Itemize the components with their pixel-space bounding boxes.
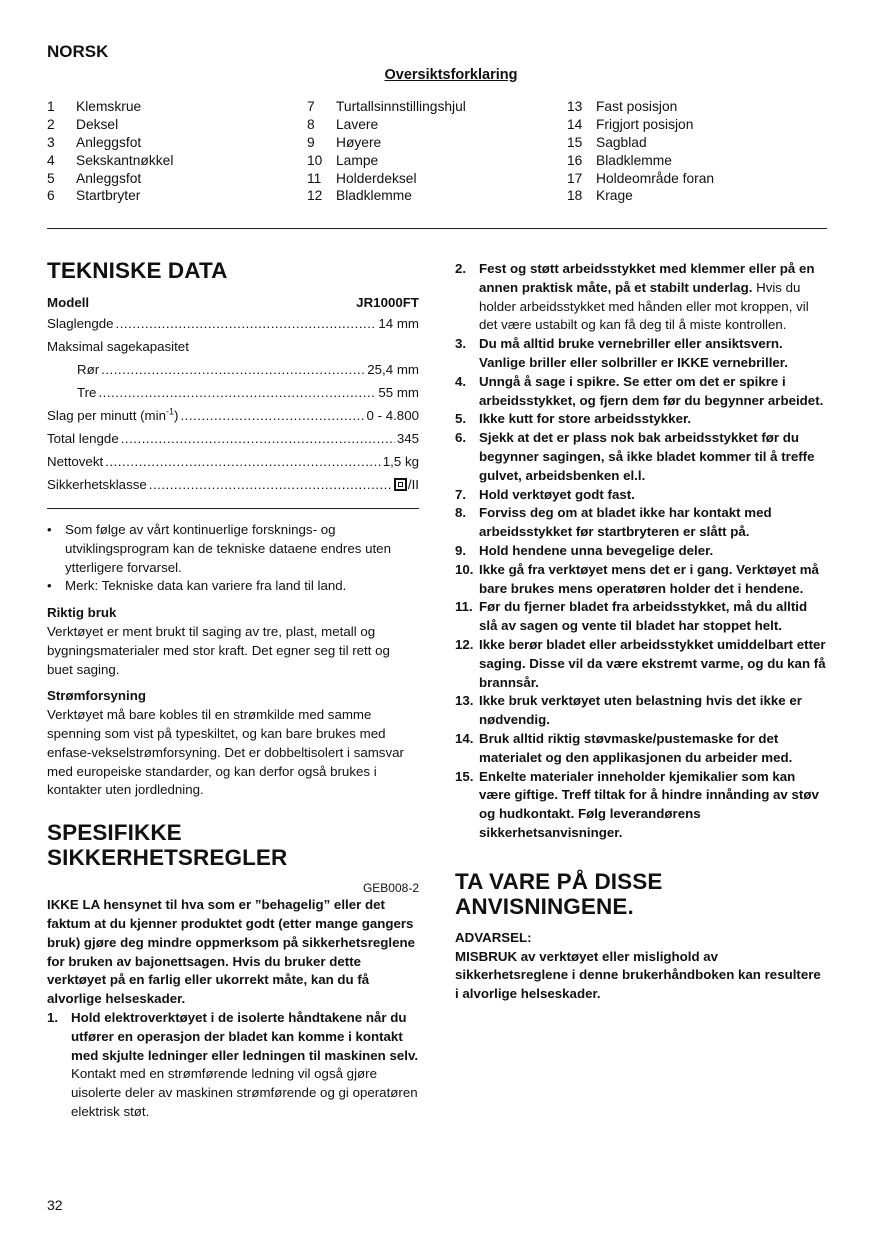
spec-value: 14 mm <box>378 316 419 331</box>
dot-leader <box>98 381 376 404</box>
rule-number: 15. <box>455 768 474 784</box>
parts-number: 1 <box>47 99 55 114</box>
rule-bold-text: Fest og støtt arbeidsstykket med klemmer eller på en annen praktisk måte, på et stabilt underlag. <box>479 261 815 295</box>
parts-label: Bladklemme <box>336 188 412 204</box>
intended-use-text: Verktøyet er ment brukt til saging av tre, plast, metall og bygningsmaterialer med stor kraft. Det egner seg til rett og buet saging. <box>47 623 390 677</box>
rule-text: Enkelte materialer inneholder kjemikalier som kan være giftige. Treff tiltak for å hindre innånding av støv og hudkontakt. Følg leverandørens sikkerhetsanvisninger. <box>479 768 819 840</box>
parts-number: 10 <box>307 152 323 168</box>
parts-label: Lavere <box>336 116 379 132</box>
safety-rule <box>455 260 827 335</box>
parts-label: Turtallsinnstillingshjul <box>336 99 466 114</box>
parts-number: 9 <box>307 134 315 150</box>
warning-title: ADVARSEL: <box>455 929 532 945</box>
rule-text: Før du fjerner bladet fra arbeidsstykket, må du alltid slå av sagen og vente til bladet har stoppet helt. <box>479 599 808 634</box>
safety-rule <box>455 504 827 542</box>
spec-row-wood <box>47 381 419 404</box>
rule-text: Ikke bruk verktøyet uten belastning hvis det ikke er nødvendig. <box>479 693 802 728</box>
parts-label: Høyere <box>336 134 382 150</box>
left-column <box>47 258 419 1122</box>
parts-item <box>47 134 307 152</box>
parts-item <box>567 134 827 152</box>
dot-leader <box>180 404 364 427</box>
rule-number: 12. <box>455 636 474 652</box>
parts-item <box>567 98 827 116</box>
rule-text <box>479 260 827 335</box>
parts-label: Holdeområde foran <box>596 170 715 186</box>
spec-label-text: Slag per minutt (min <box>47 408 166 423</box>
parts-item <box>567 187 827 205</box>
right-column <box>455 260 827 1004</box>
safety-rule <box>455 410 827 429</box>
keep-heading-line2: ANVISNINGENE. <box>455 893 634 919</box>
spec-divider <box>47 508 419 509</box>
parts-item <box>307 170 567 188</box>
parts-column-1 <box>47 98 307 205</box>
overview-title: Oversiktsforklaring <box>384 67 518 83</box>
parts-label: Deksel <box>76 116 119 132</box>
dot-leader <box>149 473 392 496</box>
spec-label: Nettovekt <box>47 454 104 469</box>
rule-text: Bruk alltid riktig støvmaske/pustemaske for det materialet og den applikasjonen du arbeider med. <box>479 730 793 765</box>
parts-item <box>47 170 307 188</box>
parts-item <box>307 134 567 152</box>
rule-text: Forviss deg om at bladet ikke har kontakt med arbeidsstykket før startbryteren er slått på. <box>479 505 772 540</box>
power-supply-heading: Strømforsyning <box>47 688 146 704</box>
rule-number: 10. <box>455 561 474 577</box>
parts-number: 8 <box>307 116 315 132</box>
spec-value: 345 <box>396 431 419 446</box>
safety-heading-line2: SIKKERHETSREGLER <box>47 845 288 871</box>
intended-use-heading: Riktig bruk <box>47 605 117 621</box>
rule-text: Hold verktøyet godt fast. <box>479 486 635 502</box>
safety-heading <box>47 820 419 870</box>
parts-number: 7 <box>307 99 315 114</box>
safety-rule <box>455 373 827 411</box>
parts-label: Anleggsfot <box>76 134 142 150</box>
parts-number: 18 <box>567 188 583 204</box>
spec-label-close: ) <box>174 408 179 423</box>
rule-number: 7. <box>455 486 467 502</box>
top-divider <box>47 228 827 229</box>
power-supply-text: Verktøyet må bare kobles til en strømkilde med samme spenning som vist på typeskiltet, og kan bare brukes med enfase-vekselstrømforsyning. Det er dobbeltisolert i samsvar med europeiske standarder, og kan derfor også brukes i kontakter uten jordledning. <box>47 707 404 798</box>
tech-data-heading: TEKNISKE DATA <box>47 258 228 283</box>
safety-rule <box>455 768 827 843</box>
bullet-icon: • <box>47 578 52 594</box>
rule-number: 13. <box>455 693 474 709</box>
spec-label: Total lengde <box>47 431 119 446</box>
superscript: -1 <box>165 406 174 417</box>
parts-label: Anleggsfot <box>76 170 142 186</box>
bullet-text: Som følge av vårt kontinuerlige forsknings- og utviklingsprogram kan de tekniske dataene endres uten ytterligere forvarsel. <box>65 522 391 575</box>
spec-row-weight <box>47 450 419 473</box>
spec-row-class <box>47 473 419 496</box>
rule-number: 4. <box>455 373 467 389</box>
parts-label: Sagblad <box>596 134 647 150</box>
safety-heading-line1: SPESIFIKKE <box>47 820 182 846</box>
safety-rule <box>455 542 827 561</box>
parts-number: 14 <box>567 116 583 132</box>
rule-normal-text: Hvis du holder arbeidsstykket med hånden eller mot kroppen, vil det være ustabilt og kan få deg til å miste kontrollen. <box>479 279 809 333</box>
rule-number: 3. <box>455 336 467 352</box>
rule-number: 9. <box>455 542 467 558</box>
parts-number: 4 <box>47 152 55 168</box>
parts-item <box>47 116 307 134</box>
rule-text <box>71 1009 419 1122</box>
parts-label: Bladklemme <box>596 152 672 168</box>
bullet-icon: • <box>47 522 52 537</box>
parts-item <box>307 116 567 134</box>
parts-item <box>567 170 827 188</box>
keep-instructions-heading <box>455 869 827 919</box>
parts-label: Lampe <box>336 152 379 168</box>
safety-intro: IKKE LA hensynet til hva som er ”behagelig” eller det faktum at du kjenner produktet godt (etter mange gangers bruk) gjøre deg mindre oppmerksom på sikkerhetsreglene for bruken av bajonettsagen. Hvis du bruker dette verktøyet på en farlig eller ukorrekt måte, kan du få alvorlige helseskader. <box>47 897 415 1007</box>
keep-heading-line1: TA VARE PÅ DISSE <box>455 868 663 894</box>
rule-text: Ikke berør bladet eller arbeidsstykket umiddelbart etter saging. Disse vil da være ekstremt varme, og du kan få brannsår. <box>479 636 826 690</box>
spec-row-spm <box>47 404 419 427</box>
parts-number: 13 <box>567 99 583 114</box>
parts-label: Frigjort posisjon <box>596 116 694 132</box>
parts-number: 12 <box>307 188 323 204</box>
bullet-item <box>47 521 419 577</box>
parts-label: Klemskrue <box>76 99 142 114</box>
spec-label: Rør <box>77 362 100 377</box>
parts-number: 15 <box>567 134 583 150</box>
safety-rule <box>455 486 827 505</box>
parts-label: Fast posisjon <box>596 99 678 114</box>
spec-model-row <box>47 294 419 312</box>
parts-number: 2 <box>47 116 55 132</box>
rule-text: Sjekk at det er plass nok bak arbeidsstykket før du begynner sagingen, så ikke bladet kommer til å treffe gulvet, arbeidsbenken el.l. <box>479 430 815 483</box>
bullet-text: Merk: Tekniske data kan variere fra land til land. <box>65 578 347 594</box>
parts-item <box>47 98 307 116</box>
parts-column-2 <box>307 98 567 205</box>
parts-item <box>567 152 827 170</box>
rule-bold-text: Hold elektroverktøyet i de isolerte håndtakene når du utfører en operasjon der bladet kan komme i kontakt med skjulte ledninger eller ledningen til maskinen selv. <box>71 1009 419 1063</box>
parts-item <box>47 152 307 170</box>
spec-row-stroke <box>47 312 419 335</box>
parts-item <box>47 187 307 205</box>
document-code: GEB008-2 <box>362 881 419 896</box>
safety-rule <box>455 335 827 373</box>
dot-leader <box>105 450 381 473</box>
rule-number: 2. <box>455 261 467 276</box>
tech-notes <box>47 521 419 596</box>
spec-value: 0 - 4.800 <box>366 408 419 423</box>
dot-leader <box>116 312 377 335</box>
spec-label <box>47 404 178 427</box>
parts-label: Sekskantnøkkel <box>76 152 174 168</box>
rule-number: 6. <box>455 430 467 446</box>
spec-model-value: JR1000FT <box>356 295 419 310</box>
dot-leader <box>121 427 395 450</box>
spec-row-pipe <box>47 358 419 381</box>
spec-value <box>394 473 419 496</box>
rule-text: Hold hendene unna bevegelige deler. <box>479 542 714 558</box>
rule-number: 11. <box>455 599 473 615</box>
parts-number: 17 <box>567 170 583 186</box>
spec-row-length <box>47 427 419 450</box>
rule-text: Du må alltid bruke vernebriller eller ansiktsvern. Vanlige briller eller solbriller er IKKE vernebriller. <box>479 336 788 370</box>
rule-number: 1. <box>47 1009 59 1025</box>
spec-label: Slaglengde <box>47 316 114 331</box>
safety-rule <box>455 598 827 636</box>
parts-number: 11 <box>307 170 322 186</box>
parts-label: Startbryter <box>76 188 141 204</box>
parts-number: 5 <box>47 170 55 186</box>
rule-number: 14. <box>455 730 474 746</box>
safety-rule <box>455 429 827 485</box>
spec-model-label: Modell <box>47 295 90 310</box>
parts-label: Holderdeksel <box>336 170 417 186</box>
spec-value: 55 mm <box>378 385 419 400</box>
parts-item <box>307 98 567 116</box>
spec-value: 25,4 mm <box>367 362 419 377</box>
spec-label: Tre <box>77 385 97 400</box>
spec-capacity-label: Maksimal sagekapasitet <box>47 339 189 354</box>
safety-rule <box>455 730 827 768</box>
rule-number: 8. <box>455 505 467 521</box>
page-number: 32 <box>47 1197 63 1213</box>
rule-text: Ikke gå fra verktøyet mens det er i gang. Verktøyet må bare brukes mens operatøren holder det i hendene. <box>479 561 819 596</box>
safety-rule <box>455 692 827 730</box>
safety-rule <box>47 1009 419 1122</box>
rule-text: Ikke kutt for store arbeidsstykker. <box>479 411 692 427</box>
parts-number: 6 <box>47 188 55 204</box>
safety-rule <box>455 561 827 599</box>
spec-label: Sikkerhetsklasse <box>47 477 147 492</box>
spec-value: 1,5 kg <box>382 454 419 469</box>
safety-rule <box>455 636 827 692</box>
double-insulation-icon <box>394 478 407 491</box>
rule-number: 5. <box>455 411 467 427</box>
rule-normal-text: Kontakt med en strømførende ledning vil også gjøre uisolerte deler av maskinen strømførende og gi operatøren elektrisk støt. <box>71 1066 418 1119</box>
parts-item <box>307 152 567 170</box>
parts-number: 16 <box>567 152 583 168</box>
rule-text: Unngå å sage i spikre. Se etter om det er spikre i arbeidsstykket, og fjern dem før du begynner arbeidet. <box>479 373 824 408</box>
dot-leader <box>101 358 365 381</box>
parts-column-3 <box>567 98 827 205</box>
parts-number: 3 <box>47 134 55 150</box>
parts-label: Krage <box>596 188 633 204</box>
class-value-text: /II <box>407 477 419 492</box>
parts-item <box>307 187 567 205</box>
language-label: NORSK <box>47 42 109 61</box>
bullet-item <box>47 577 419 596</box>
warning-text: MISBRUK av verktøyet eller mislighold av sikkerhetsreglene i denne brukerhåndboken kan resultere i alvorlige helseskader. <box>455 948 821 1002</box>
parts-item <box>567 116 827 134</box>
